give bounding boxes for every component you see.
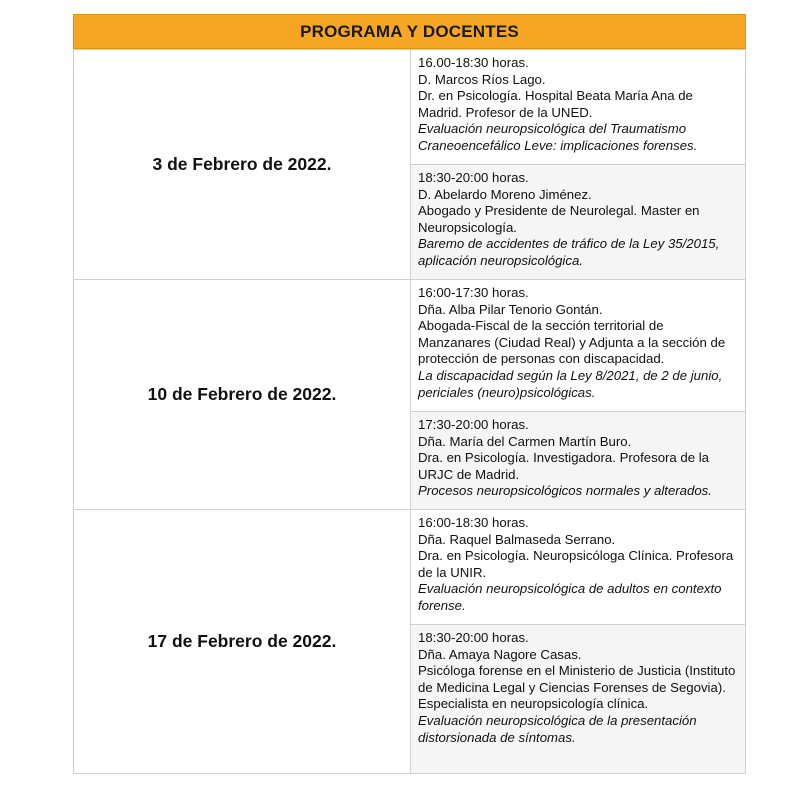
session-block bbox=[411, 280, 745, 405]
session-bio: Abogado y Presidente de Neurolegal. Master en Neuropsicología. bbox=[418, 203, 700, 235]
session-block bbox=[411, 625, 745, 750]
session-bio: Dra. en Psicología. Investigadora. Profesora de la URJC de Madrid. bbox=[418, 450, 710, 482]
session-time: 17:30-20:00 horas. bbox=[418, 417, 529, 432]
session-time: 18:30-20:00 horas. bbox=[418, 630, 529, 645]
session-date: 17 de Febrero de 2022. bbox=[147, 631, 337, 651]
session-time: 16.00-18:30 horas. bbox=[418, 55, 529, 70]
session-bio: Abogada-Fiscal de la sección territorial de Manzanares (Ciudad Real) y Adjunta a la sección de protección de personas con discapacidad. bbox=[418, 318, 726, 367]
session-block bbox=[411, 412, 745, 504]
session-block bbox=[411, 510, 745, 619]
table-row bbox=[74, 280, 746, 412]
session-topic: La discapacidad según la Ley 8/2021, de 2 de junio, periciales (neuro)psicológicas. bbox=[418, 367, 723, 400]
session-speaker: Dña. María del Carmen Martín Buro. bbox=[418, 433, 632, 449]
session-speaker: Dña. Amaya Nagore Casas. bbox=[418, 646, 582, 662]
session-block bbox=[411, 50, 745, 159]
session-topic: Baremo de accidentes de tráfico de la Ley 35/2015, aplicación neuropsicológica. bbox=[418, 236, 720, 268]
session-cell bbox=[411, 50, 746, 165]
session-topic: Evaluación neuropsicológica de adultos en contexto forense. bbox=[418, 581, 722, 613]
session-time: 18:30-20:00 horas. bbox=[418, 170, 529, 185]
session-cell bbox=[411, 165, 746, 280]
session-block bbox=[411, 165, 745, 274]
date-cell bbox=[74, 280, 411, 510]
session-topic: Evaluación neuropsicológica del Traumatismo Craneoencefálico Leve: implicaciones forenses. bbox=[418, 121, 698, 153]
program-title: PROGRAMA Y DOCENTES bbox=[300, 21, 519, 41]
program-header bbox=[73, 14, 746, 49]
program-sheet bbox=[73, 14, 746, 774]
session-bio: Dra. en Psicología. Neuropsicóloga Clínica. Profesora de la UNIR. bbox=[418, 548, 734, 580]
table-row bbox=[74, 510, 746, 625]
session-speaker: D. Abelardo Moreno Jiménez. bbox=[418, 186, 592, 202]
session-speaker: Dña. Raquel Balmaseda Serrano. bbox=[418, 531, 616, 547]
program-table bbox=[73, 49, 746, 774]
session-time: 16:00-18:30 horas. bbox=[418, 515, 529, 530]
session-date: 3 de Febrero de 2022. bbox=[152, 154, 332, 174]
session-time: 16:00-17:30 horas. bbox=[418, 285, 529, 300]
session-date: 10 de Febrero de 2022. bbox=[147, 384, 337, 404]
session-topic: Evaluación neuropsicológica de la presentación distorsionada de síntomas. bbox=[418, 712, 697, 745]
session-cell bbox=[411, 280, 746, 412]
session-cell bbox=[411, 510, 746, 625]
date-cell bbox=[74, 50, 411, 280]
table-row bbox=[74, 50, 746, 165]
session-bio: Psicóloga forense en el Ministerio de Justicia (Instituto de Medicina Legal y Ciencias Forenses de Segovia). Especialista en neuropsicología clínica. bbox=[418, 663, 736, 712]
session-speaker: Dña. Alba Pilar Tenorio Gontán. bbox=[418, 301, 603, 317]
date-cell bbox=[74, 510, 411, 774]
session-topic: Procesos neuropsicológicos normales y alterados. bbox=[418, 483, 712, 499]
session-bio: Dr. en Psicología. Hospital Beata María Ana de Madrid. Profesor de la UNED. bbox=[418, 88, 693, 120]
session-cell bbox=[411, 625, 746, 774]
session-speaker: D. Marcos Ríos Lago. bbox=[418, 71, 546, 87]
session-cell bbox=[411, 412, 746, 510]
